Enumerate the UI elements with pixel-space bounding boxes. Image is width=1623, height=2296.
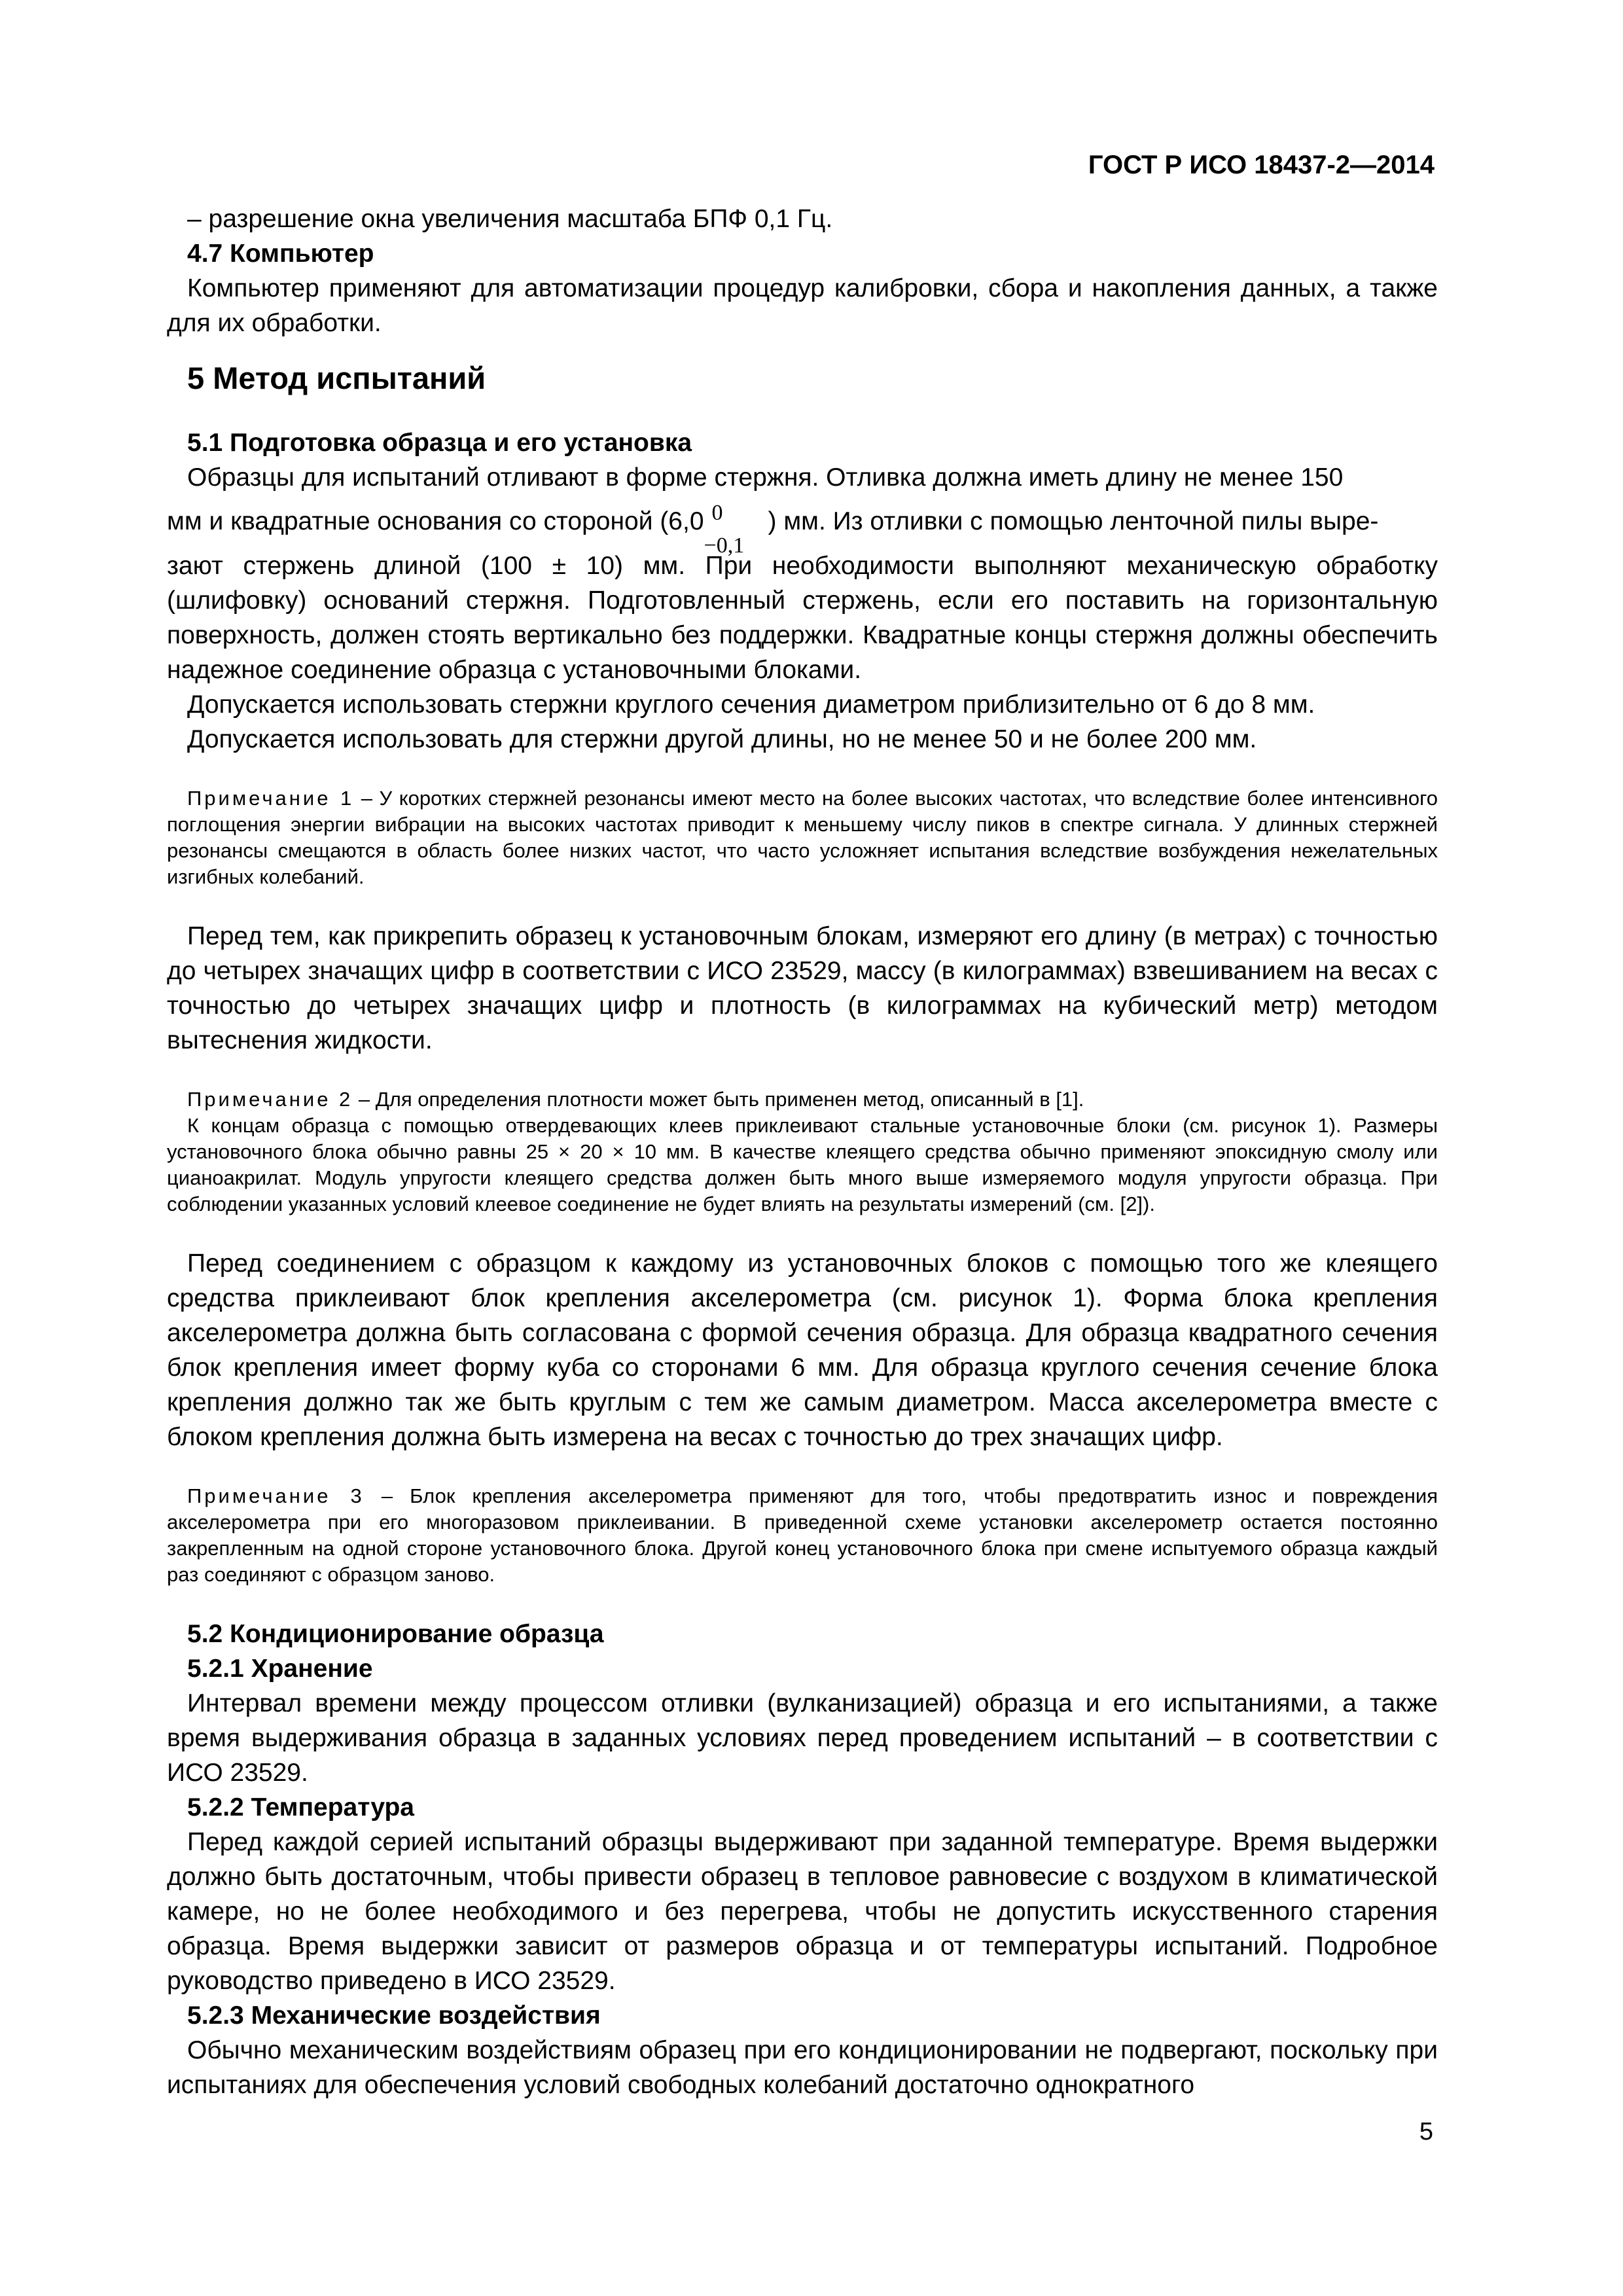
note-3 bbox=[167, 1483, 1438, 1588]
page-number: 5 bbox=[1419, 2118, 1433, 2145]
note-1-label: Примечание 1 bbox=[187, 787, 355, 810]
paragraph-5-1-b-end: ) мм. Из отливки с помощью ленточной пилы выре- bbox=[768, 507, 1379, 535]
page-content bbox=[167, 202, 1438, 2102]
paragraph-5-1-a: Образцы для испытаний отливают в форме стержня. Отливка должна иметь длину не менее 150 bbox=[187, 463, 1344, 492]
heading-5-2-3: 5.2.3 Механические воздействия bbox=[187, 2001, 601, 2030]
heading-5-2: 5.2 Кондиционирование образца bbox=[187, 1620, 604, 1648]
paragraph-4-7: Компьютер применяют для автоматизации процедур калибровки, сбора и накопления данных, а также для их обработки. bbox=[167, 274, 1438, 337]
paragraph-5-1-d: Допускается использовать стержни круглого сечения диаметром приблизительно от 6 до 8 мм. bbox=[187, 691, 1315, 719]
heading-5-2-2: 5.2.2 Температура bbox=[187, 1793, 415, 1821]
note-3-label: Примечание 3 bbox=[187, 1484, 365, 1507]
note-2-label: Примечание 2 bbox=[187, 1088, 353, 1111]
paragraph-5-2-3: Обычно механическим воздействиям образец при его кондиционировании не подвергают, поскольку при испытаниях для обеспечения условий свободных колебаний достаточно однократного bbox=[167, 2036, 1438, 2099]
paragraph-accelerometer: Перед соединением с образцом к каждому из установочных блоков с помощью того же клеящего средства приклеивают блок крепления акселерометра (см. рисунок 1). Форма блока крепления акселерометра должна быть согласована с формой сечения образца. Для образца квадратного сечения блок крепления имеет форму куба со сторонами 6 мм. Для образца круглого сечения сечение блока крепления должно так же быть круглым с тем же самым диаметром. Масса акселерометра вместе с блоком крепления должна быть измерена на весах с точностью до трех значащих цифр. bbox=[167, 1249, 1438, 1451]
tolerance-upper: 0 bbox=[711, 501, 723, 525]
document-code: ГОСТ Р ИСО 18437-2—2014 bbox=[1088, 151, 1435, 179]
paragraph-5-1-e: Допускается использовать для стержни другой длины, но не менее 50 и не более 200 мм. bbox=[187, 725, 1257, 753]
note-1-text: – У коротких стержней резонансы имеют место на более высоких частотах, что вследствие более интенсивного поглощения энергии вибрации на высоких частотах приводит к меньшему числу пиков в спектре сигнала. У длинных стержней резонансы смещаются в область более низких частот, что часто усложняет испытания вследствие возбуждения нежелательных изгибных колебаний. bbox=[167, 787, 1438, 888]
paragraph-5-1-c: зают стержень длиной (100 ± 10) мм. При необходимости выполняют механическую обработку (шлифовку) оснований стержня. Подготовленный стержень, если его поставить на горизонтальную поверхность, должен стоять вертикально без поддержки. Квадратные концы стержня должны обеспечить надежное соединение образца с установочными блоками. bbox=[167, 552, 1438, 684]
heading-4-7: 4.7 Компьютер bbox=[187, 240, 374, 268]
heading-5-2-1: 5.2.1 Хранение bbox=[187, 1655, 373, 1683]
section-heading-5: 5 Метод испытаний bbox=[187, 361, 486, 395]
paragraph-measure: Перед тем, как прикрепить образец к установочным блокам, измеряют его длину (в метрах) с точностью до четырех значащих цифр в соответствии с ИСО 23529, массу (в килограммах) взвешиванием на весах с точностью до четырех значащих цифр и плотность (в килограммах на кубический метр) методом вытеснения жидкости. bbox=[167, 922, 1438, 1054]
list-item-fft: – разрешение окна увеличения масштаба БПФ 0,1 Гц. bbox=[187, 205, 833, 233]
paragraph-5-2-2: Перед каждой серией испытаний образцы выдерживают при заданной температуре. Время выдержки должно быть достаточным, чтобы привести образец в тепловое равновесие с воздухом в климатической камере, но не более необходимого и без перегрева, чтобы не допустить искусственного старения образца. Время выдержки зависит от размеров образца и от температуры испытаний. Подробное руководство приведено в ИСО 23529. bbox=[167, 1828, 1438, 1995]
tolerance bbox=[704, 501, 768, 558]
paragraph-5-1-b-text: мм и квадратные основания со стороной (6,0 bbox=[167, 507, 704, 535]
note-2 bbox=[167, 1086, 1438, 1113]
heading-5-1: 5.1 Подготовка образца и его установка bbox=[187, 429, 692, 457]
paragraph-5-2-1: Интервал времени между процессом отливки (вулканизацией) образца и его испытаниями, а также время выдерживания образца в заданных условиях перед проведением испытаний – в соответствии с ИСО 23529. bbox=[167, 1689, 1438, 1787]
note-1 bbox=[167, 785, 1438, 890]
note-2-text: – Для определения плотности может быть применен метод, описанный в [1]. bbox=[353, 1088, 1084, 1111]
note-3-text: – Блок крепления акселерометра применяют для того, чтобы предотвратить износ и повреждения акселерометра при его многоразовом приклеивании. В приведенной схеме установки акселерометр остается постоянно закрепленным на одной стороне установочного блока. Другой конец установочного блока при смене испытуемого образца каждый раз соединяют с образцом заново. bbox=[167, 1484, 1438, 1586]
paragraph-blocks: К концам образца с помощью отвердевающих клеев приклеивают стальные установочные блоки (см. рисунок 1). Размеры установочного блока обычно равны 25 × 20 × 10 мм. В качестве клеящего средства обычно применяют эпоксидную смолу или цианоакрилат. Модуль упругости клеящего средства должен быть много выше измеряемого модуля упругости образца. При соблюдении указанных условий клеевое соединение не будет влиять на результаты измерений (см. [2]). bbox=[167, 1114, 1438, 1215]
paragraph-5-1-b bbox=[167, 495, 1438, 558]
tolerance-lower: −0,1 bbox=[704, 533, 745, 558]
